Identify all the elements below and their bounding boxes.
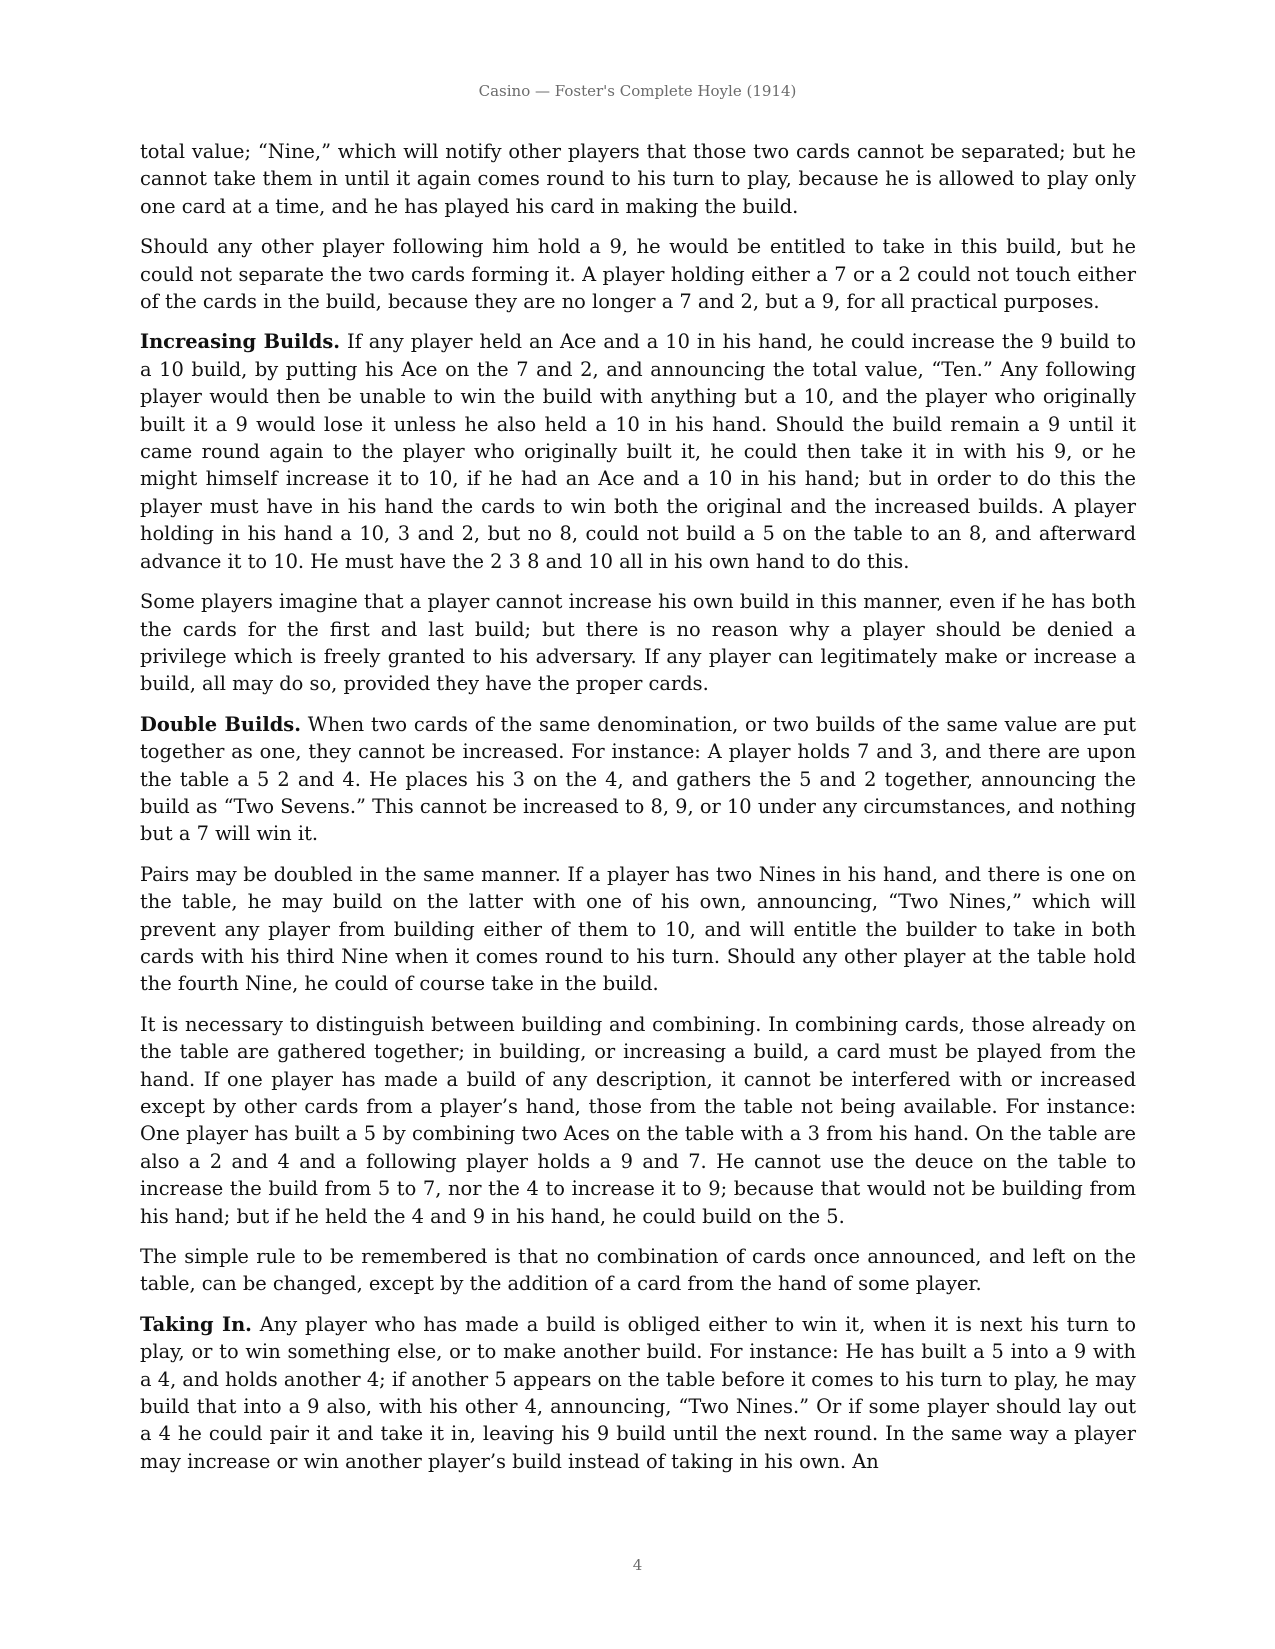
paragraph-7	[140, 1011, 1136, 1230]
paragraph-text: Should any other player following him hold a 9, he would be entitled to take in this build, but he could not separate the two cards forming it. A player holding either a 7 or a 2 could not touch either of the cards in the build, because they are no longer a 7 and 2, but a 9, for all practical purposes.	[140, 235, 1136, 314]
paragraph-text: Pairs may be doubled in the same manner. If a player has two Nines in his hand, and there is one on the table, he may build on the latter with one of his own, announcing, “Two Nines,” which will prevent any player from building either of them to 10, and will entitle the builder to take in both cards with his third Nine when it comes round to his turn. Should any other player at the table hold the fourth Nine, he could of course take in the build.	[140, 862, 1136, 996]
paragraph-text: Any player who has made a build is obliged either to win it, when it is next his turn to play, or to win something else, or to make another build. For instance: He has built a 5 into a 9 with a 4, and holds another 4; if another 5 appears on the table before it comes to his turn to play, he may build that into a 9 also, with his other 4, announcing, “Two Nines.” Or if some player should lay out a 4 he could pair it and take it in, leaving his 9 build until the next round. In the same way a player may increase or win another player’s build instead of taking in his own. An	[140, 1312, 1137, 1473]
paragraph-1	[140, 138, 1136, 220]
paragraph-taking-in	[140, 1311, 1136, 1475]
section-heading-increasing-builds: Increasing Builds.	[140, 330, 341, 354]
page-number: 4	[632, 1556, 643, 1574]
paragraph-4	[140, 588, 1136, 698]
paragraph-increasing-builds	[140, 328, 1136, 575]
running-head: Casino — Foster's Complete Hoyle (1914)	[478, 82, 797, 100]
paragraph-double-builds	[140, 711, 1136, 848]
section-heading-taking-in: Taking In.	[140, 1312, 252, 1336]
paragraph-8	[140, 1243, 1136, 1298]
paragraph-text: total value; “Nine,” which will notify other players that those two cards cannot be separated; but he cannot take them in until it again comes round to his turn to play, because he is allowed to play only one card at a time, and he has played his card in making the build.	[140, 140, 1136, 218]
paragraph-6	[140, 861, 1136, 998]
paragraph-text: Some players imagine that a player cannot increase his own build in this manner, even if he has both the cards for the first and last build; but there is no reason why a player should be denied a privilege which is freely granted to his adversary. If any player can legitimately make or increase a build, all may do so, provided they have the proper cards.	[140, 590, 1136, 696]
paragraph-text: When two cards of the same denomination, or two builds of the same value are put together as one, they cannot be increased. For instance: A player holds 7 and 3, and there are upon the table a 5 2 and 4. He places his 3 on the 4, and gathers the 5 and 2 together, announcing the build as “Two Sevens.” This cannot be increased to 8, 9, or 10 under any circumstances, and nothing but a 7 will win it.	[140, 712, 1136, 846]
paragraph-2	[140, 233, 1136, 315]
paragraph-text: If any player held an Ace and a 10 in his hand, he could increase the 9 build to a 10 build, by putting his Ace on the 7 and 2, and announcing the total value, “Ten.” Any following player would then be unable to win the build with anything but a 10, and the player who originally built it a 9 would lose it unless he also held a 10 in his hand. Should the build remain a 9 until it came round again to the player who originally built it, he could then take it in with his 9, or he might himself increase it to 10, if he had an Ace and a 10 in his hand; but in order to do this the player must have in his hand the cards to win both the original and the increased builds. A player holding in his hand a 10, 3 and 2, but no 8, could not build a 5 on the table to an 8, and afterward advance it to 10. He must have the 2 3 8 and 10 all in his own hand to do this.	[140, 330, 1136, 573]
body-text	[140, 138, 1136, 1475]
paragraph-text: The simple rule to be remembered is that no combination of cards once announced, and left on the table, can be changed, except by the addition of a card from the hand of some player.	[140, 1245, 1136, 1296]
paragraph-text: It is necessary to distinguish between building and combining. In combining cards, those already on the table are gathered together; in building, or increasing a build, a card must be played from the hand. If one player has made a build of any description, it cannot be interfered with or increased except by other cards from a player’s hand, those from the table not being available. For instance: One player has built a 5 by combining two Aces on the table with a 3 from his hand. On the table are also a 2 and 4 and a following player holds a 9 and 7. He cannot use the deuce on the table to increase the build from 5 to 7, nor the 4 to increase it to 9; because that would not be building from his hand; but if he held the 4 and 9 in his hand, he could build on the 5.	[140, 1012, 1136, 1228]
section-heading-double-builds: Double Builds.	[140, 712, 301, 736]
